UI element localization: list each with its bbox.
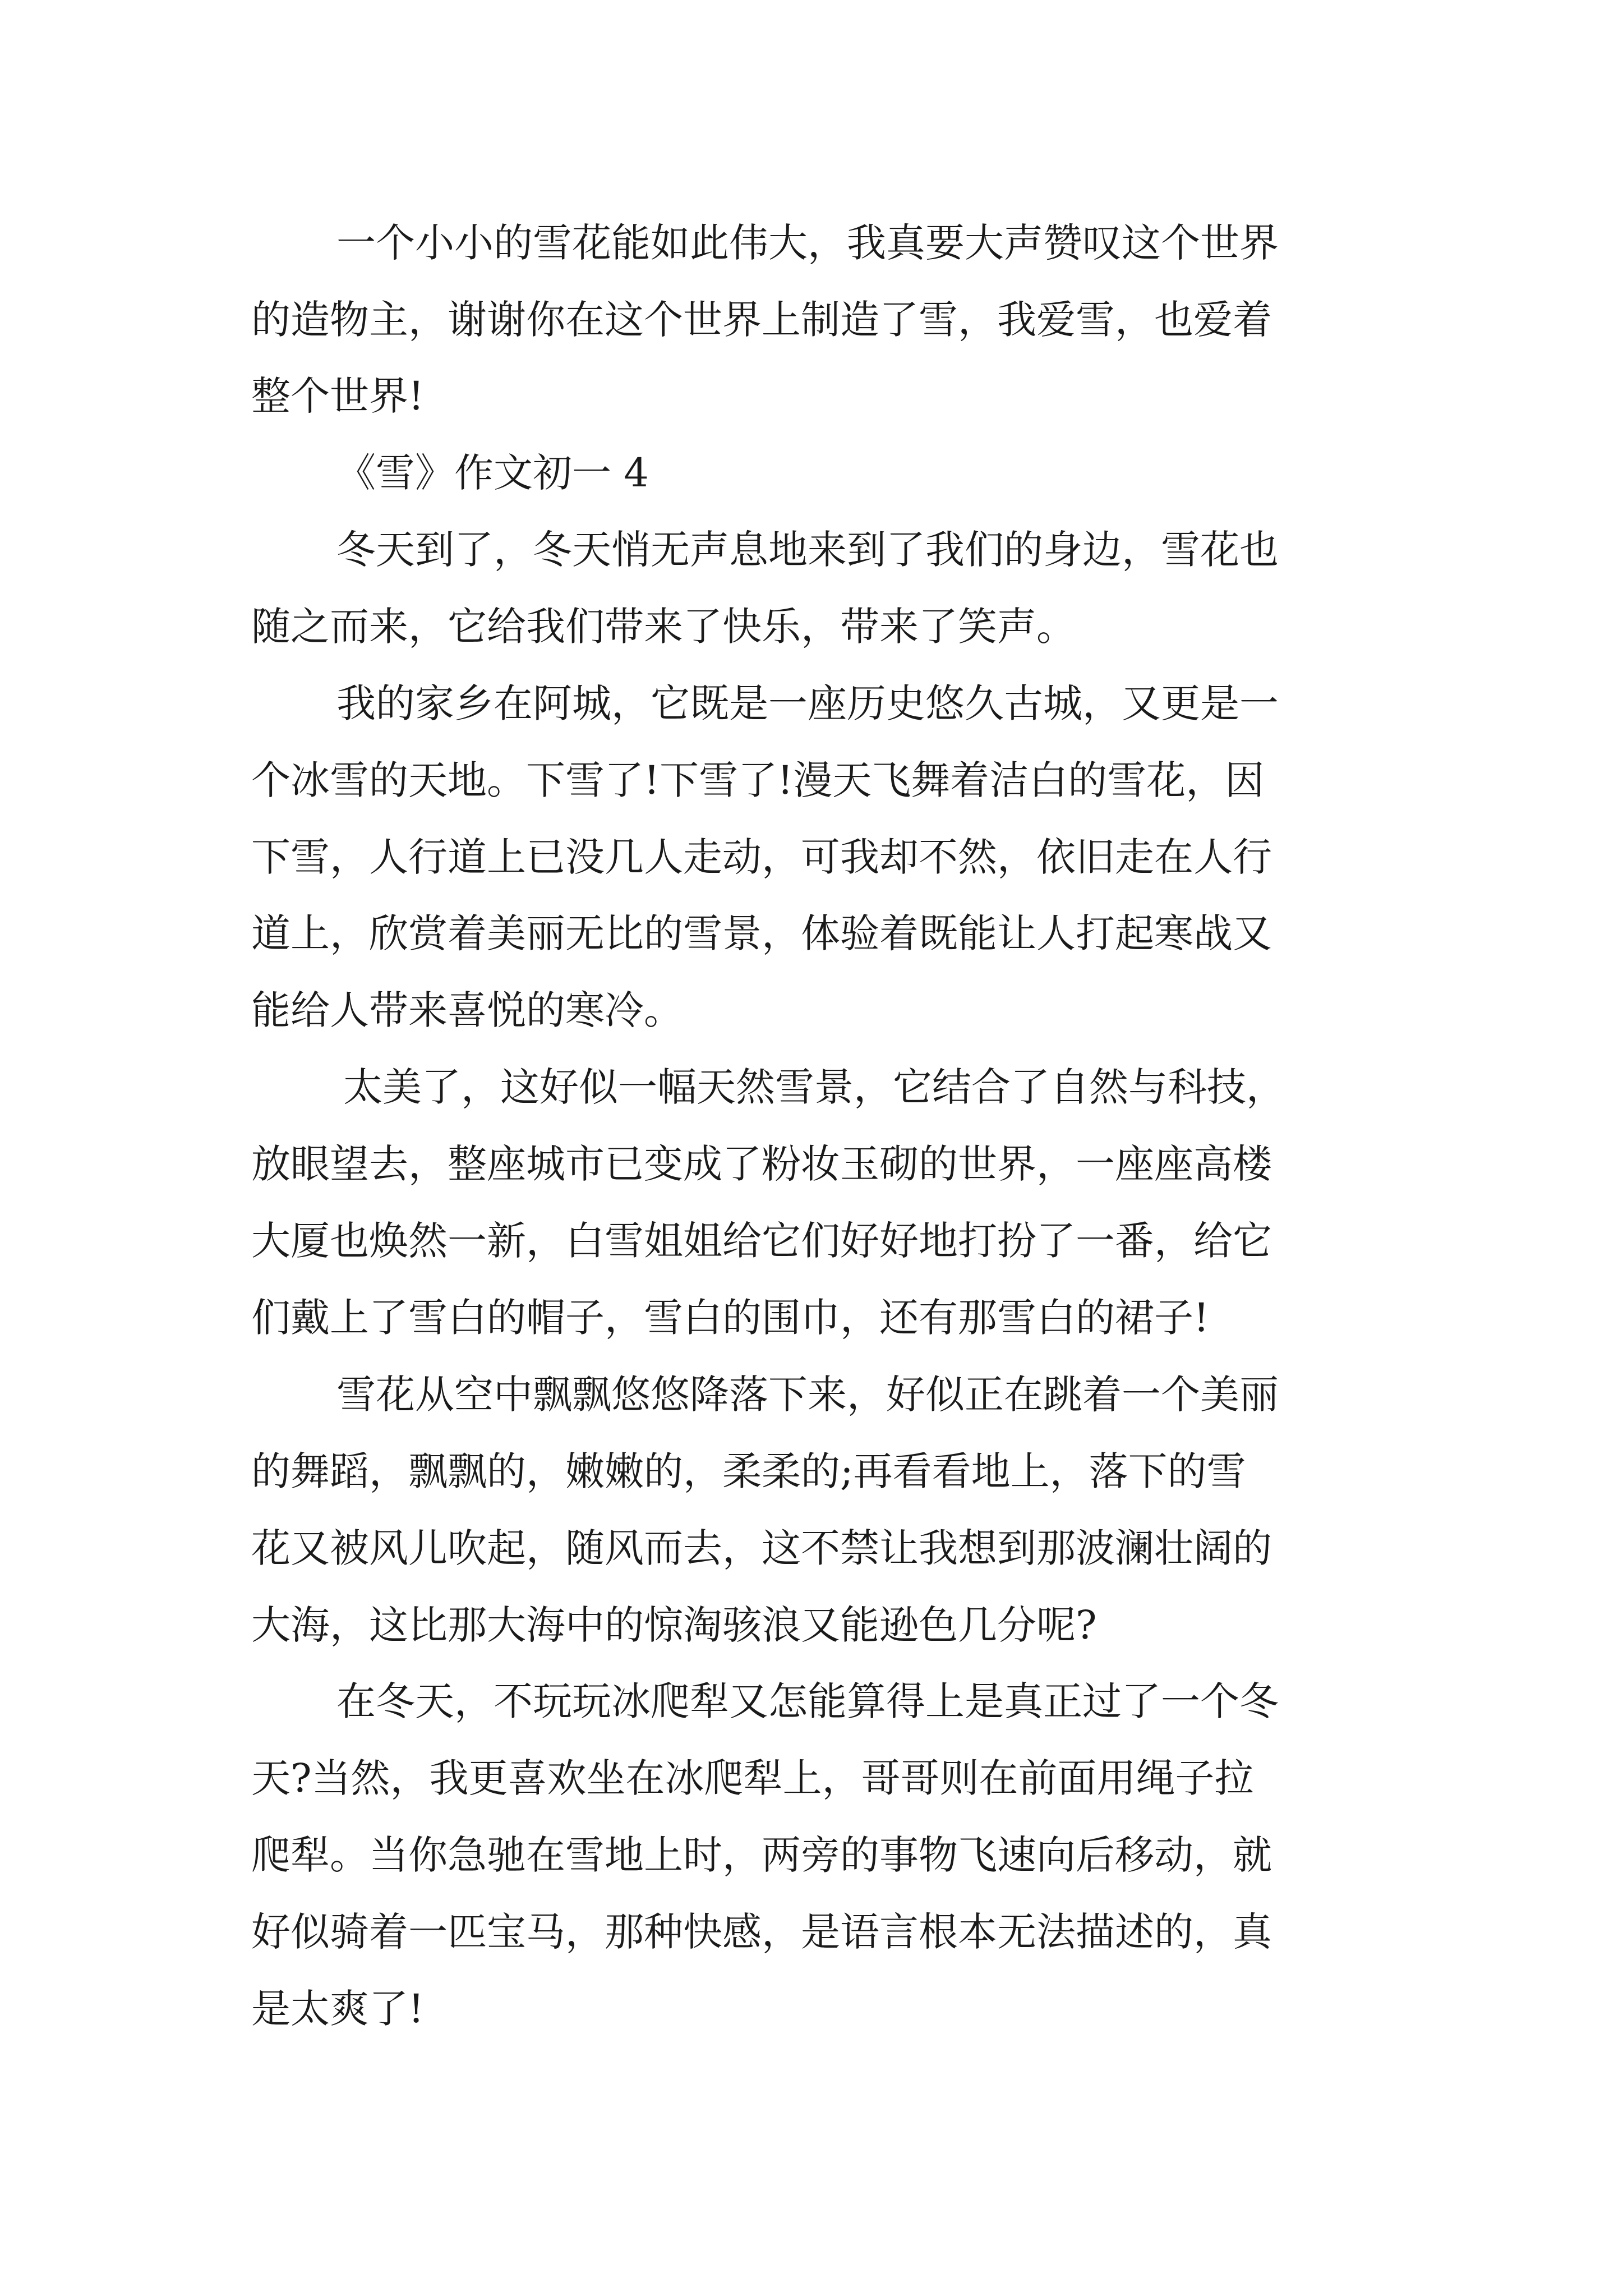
text-line: 我的家乡在阿城，它既是一座历史悠久古城，又更是一 xyxy=(336,680,1279,726)
text-line: 们戴上了雪白的帽子，雪白的围巾，还有那雪白的裙子! xyxy=(251,1295,1210,1341)
text-line: 整个世界! xyxy=(251,373,425,419)
text-line: 的造物主，谢谢你在这个世界上制造了雪，我爱雪，也爱着 xyxy=(251,297,1272,343)
text-line: 道上，欣赏着美丽无比的雪景，体验着既能让人打起寒战又 xyxy=(251,910,1272,956)
text-line: 能给人带来喜悦的寒冷。 xyxy=(251,987,683,1033)
text-line: 冬天到了，冬天悄无声息地来到了我们的身边，雪花也 xyxy=(336,527,1279,573)
text-line: 随之而来，它给我们带来了快乐，带来了笑声。 xyxy=(251,604,1076,650)
text-line: 好似骑着一匹宝马，那种快感，是语言根本无法描述的，真 xyxy=(251,1909,1272,1955)
text-line: 大海，这比那大海中的惊淘骇浪又能逊色几分呢? xyxy=(251,1602,1097,1648)
text-line: 的舞蹈，飘飘的，嫩嫩的，柔柔的;再看看地上，落下的雪 xyxy=(251,1448,1246,1494)
text-line: 花又被风儿吹起，随风而去，这不禁让我想到那波澜壮阔的 xyxy=(251,1525,1272,1571)
text-line: 个冰雪的天地。下雪了!下雪了!漫天飞舞着洁白的雪花，因 xyxy=(251,757,1265,803)
text-line: 大厦也焕然一新，白雪姐姐给它们好好地打扮了一番，给它 xyxy=(251,1218,1272,1264)
text-line: 放眼望去，整座城市已变成了粉妆玉砌的世界，一座座高楼 xyxy=(251,1141,1272,1187)
text-line: 雪花从空中飘飘悠悠降落下来，好似正在跳着一个美丽 xyxy=(336,1372,1279,1418)
text-line: 天?当然，我更喜欢坐在冰爬犁上，哥哥则在前面用绳子拉 xyxy=(251,1755,1254,1801)
text-line: 是太爽了! xyxy=(251,1986,425,2032)
text-line: 在冬天，不玩玩冰爬犁又怎能算得上是真正过了一个冬 xyxy=(336,1678,1279,1724)
text-line: 太美了，这好似一幅天然雪景，它结合了自然与科技， xyxy=(343,1064,1285,1110)
text-line: 下雪，人行道上已没几人走动，可我却不然，依旧走在人行 xyxy=(251,834,1272,880)
text-line: 爬犁。当你急驰在雪地上时，两旁的事物飞速向后移动，就 xyxy=(251,1832,1272,1878)
section-title: 《雪》作文初一 4 xyxy=(336,450,649,496)
text-line: 一个小小的雪花能如此伟大，我真要大声赞叹这个世界 xyxy=(336,220,1279,266)
